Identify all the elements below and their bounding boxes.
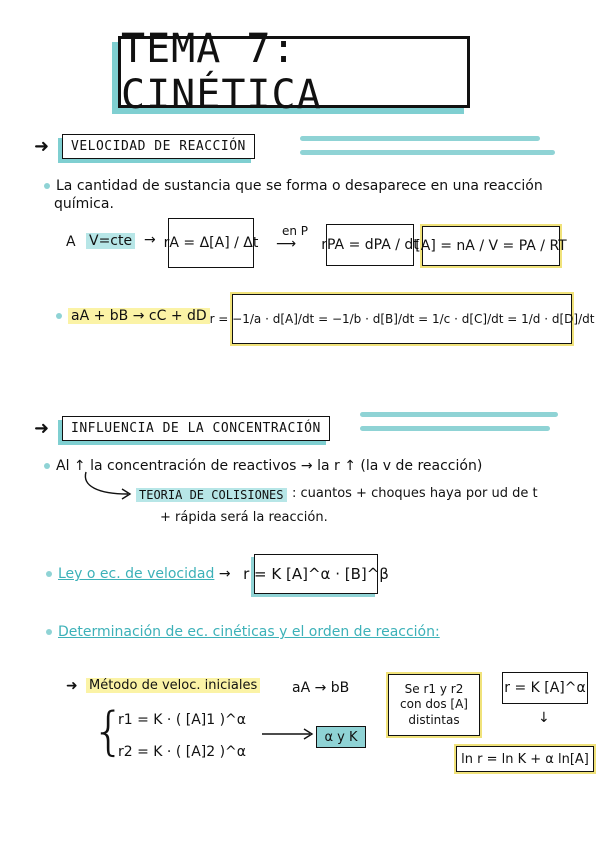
determinacion-line: Determinación de ec. cinéticas y el orden de reacción:: [46, 624, 440, 640]
ley-line: Ley o ec. de velocidad →: [46, 566, 231, 582]
formula-ra-box: rA = Δ[A] / Δt: [168, 218, 254, 268]
result-box: α y K: [316, 726, 366, 748]
definition-line-1: La cantidad de sustancia que se forma o desaparece en una reacción: [44, 178, 543, 194]
teoria-text-2: + rápida será la reacción.: [160, 510, 328, 525]
metodo-label: Método de veloc. iniciales: [86, 678, 260, 693]
page-title: TEMA 7: CINÉTICA: [121, 26, 322, 118]
arrow-bullet-icon: ➜: [34, 136, 50, 157]
decor-line: [300, 150, 555, 155]
decor-line: [300, 136, 540, 141]
note-line-2: con dos [A]: [400, 697, 468, 712]
arrow-icon: [262, 728, 314, 740]
condition-v-cte: V=cte: [86, 233, 135, 249]
arrow-bullet-icon: ➜: [66, 678, 78, 694]
bullet-dot-icon: [56, 313, 62, 319]
down-arrow-icon: ↓: [538, 710, 550, 726]
curved-arrow-icon: [80, 472, 140, 502]
bullet-dot-icon: [44, 183, 50, 189]
formula-rpa-box: rPA = dPA / dt: [326, 224, 414, 266]
teoria-text-1: : cuantos + choques haya por ud de t: [292, 486, 538, 501]
title-box: [118, 26, 470, 118]
bullet-dot-icon: [46, 571, 52, 577]
section-heading-concentracion: INFLUENCIA DE LA CONCENTRACIÓN: [62, 416, 330, 441]
rate-expression-box: r = −1/a · d[A]/dt = −1/b · d[B]/dt = 1/c · d[C]/dt = 1/d · d[D]/dt: [230, 292, 574, 346]
arrow-icon: →: [144, 232, 156, 248]
condition-p: en P: [282, 224, 309, 238]
metodo-reaction: aA → bB: [292, 680, 350, 696]
concentration-line: Al ↑ la concentración de reactivos → la r ↑ (la v de reacción): [44, 458, 482, 474]
note-box: [386, 672, 482, 738]
brace-icon: {: [92, 702, 126, 762]
rate-law-box: r = K [A]^α · [B]^β: [254, 554, 378, 594]
equation-r2: r2 = K · ( [A]2 )^α: [118, 744, 247, 760]
note-line-3: distintas: [408, 712, 460, 727]
arrow-icon: ⟶: [276, 236, 297, 252]
ln-equation-box: ln r = ln K + α ln[A]: [454, 744, 596, 774]
reaction-line: aA + bB → cC + dD: [56, 308, 210, 324]
note-line-1: Se r1 y r2: [404, 681, 464, 696]
equation-r1: r1 = K · ( [A]1 )^α: [118, 712, 247, 728]
teoria-colisiones-label: TEORIA DE COLISIONES: [136, 488, 287, 502]
section-heading-velocidad: VELOCIDAD DE REACCIÓN: [62, 134, 255, 159]
formula-concentration-box: [A] = nA / V = PA / RT: [420, 224, 562, 268]
bullet-dot-icon: [46, 629, 52, 635]
decor-line: [360, 412, 558, 417]
arrow-bullet-icon: ➜: [34, 418, 50, 439]
rate-law-small-box: r = K [A]^α: [502, 672, 588, 704]
species-a: A: [66, 234, 76, 250]
definition-line-2: química.: [54, 196, 114, 212]
bullet-dot-icon: [44, 463, 50, 469]
decor-line: [360, 426, 550, 431]
